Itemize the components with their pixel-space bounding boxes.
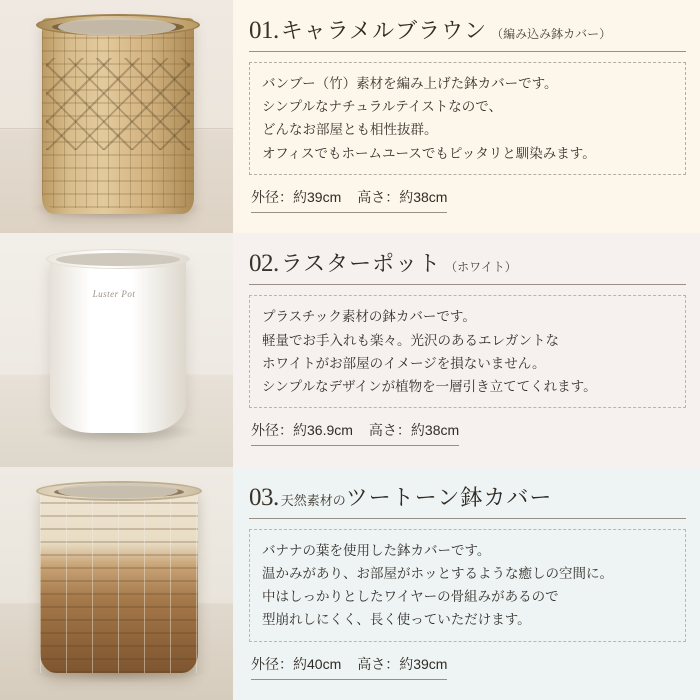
desc-line: シンプルなデザインが植物を一層引き立ててくれます。: [262, 378, 597, 394]
product-number-2: 02.: [249, 250, 279, 278]
product-number-1: 01.: [249, 17, 279, 44]
basket-liner: [58, 483, 178, 499]
desc-line: 中はしっかりとしたワイヤーの骨組みがあるので: [262, 589, 559, 605]
product-info-2: [233, 233, 700, 466]
product-number-3: 03.: [249, 483, 279, 511]
product-photo-bamboo-basket: [0, 0, 233, 233]
product-spec-3: [251, 654, 447, 680]
product-title-2: ラスターポット: [280, 251, 442, 277]
product-info-3: [233, 467, 700, 700]
desc-line: 軽量でお手入れも楽々。光沢のあるエレガントな: [262, 332, 559, 348]
product-info-1: [233, 0, 700, 233]
product-row-2: [0, 233, 700, 466]
pot-logo-text: Luster Pot: [92, 289, 136, 300]
product-heading-3: [249, 481, 686, 519]
desc-line: ホワイトがお部屋のイメージを損ないません。: [262, 355, 546, 371]
product-spec-2: [251, 420, 459, 446]
product-heading-1: [249, 14, 686, 52]
spec-height-3: 高さ：約39cm: [357, 655, 448, 672]
spec-outer-diameter-1: 外径：約39cm: [251, 188, 342, 205]
desc-line: プラスチック素材の鉢カバーです。: [262, 309, 476, 325]
product-photo-two-tone-basket: [0, 467, 233, 700]
desc-line: オフィスでもホームユースでもピッタリと馴染みます。: [262, 145, 596, 161]
product-subtitle-2: （ホワイト）: [445, 260, 517, 275]
desc-line: どんなお部屋とも相性抜群。: [262, 122, 438, 138]
desc-line: 温かみがあり、お部屋がホッとするような癒しの空間に。: [262, 565, 613, 581]
product-subtitle-1: （編み込み鉢カバー）: [491, 27, 612, 41]
basket-wire-frame: [40, 489, 198, 673]
product-row-1: [0, 0, 700, 233]
product-heading-2: [249, 247, 686, 285]
product-description-1: [249, 62, 686, 175]
spec-height-2: 高さ：約38cm: [368, 422, 460, 439]
desc-line: バナナの葉を使用した鉢カバーです。: [262, 542, 491, 558]
product-photo-white-pot: [0, 233, 233, 466]
basket-liner: [58, 18, 176, 36]
spec-outer-diameter-2: 外径：約36.9cm: [251, 422, 353, 439]
spec-height-1: 高さ：約38cm: [357, 188, 448, 205]
desc-line: バンブー（竹）素材を編み上げた鉢カバーです。: [262, 76, 558, 91]
product-description-2: [249, 295, 686, 408]
desc-line: シンプルなナチュラルテイストなので、: [262, 99, 502, 115]
basket-diamond-pattern: [46, 58, 190, 150]
product-prefix-3: 天然素材の: [280, 492, 346, 508]
white-pot-body: [50, 255, 186, 433]
product-title-3: ツートーン鉢カバー: [345, 484, 553, 510]
product-row-3: [0, 467, 700, 700]
desc-line: 型崩れしにくく、長く使っていただけます。: [262, 612, 531, 628]
product-description-3: [249, 529, 686, 642]
product-spec-1: [251, 187, 447, 213]
spec-outer-diameter-3: 外径：約40cm: [251, 655, 342, 672]
product-title-1: キャラメルブラウン: [280, 18, 488, 43]
